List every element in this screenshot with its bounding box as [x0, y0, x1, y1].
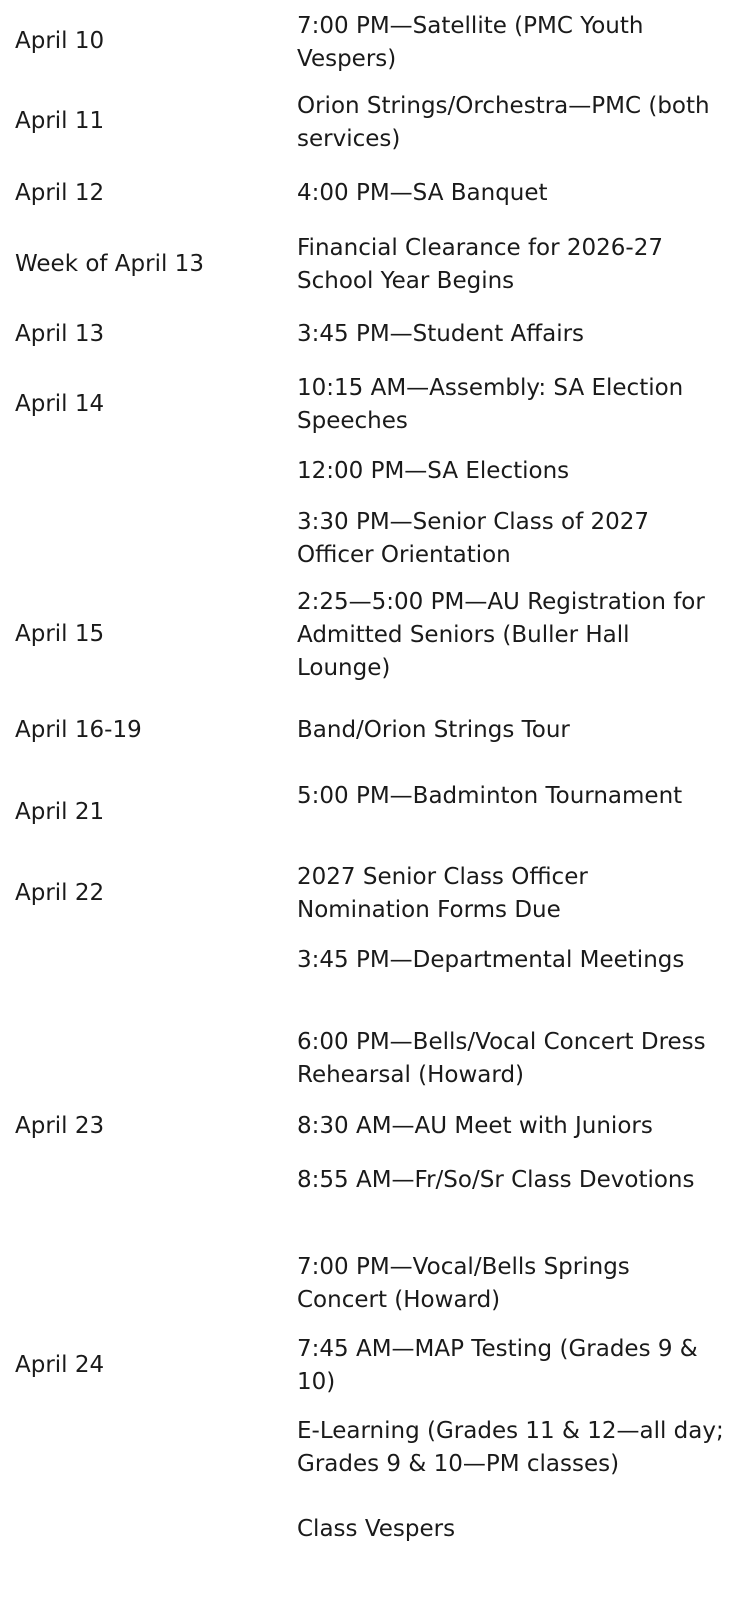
- event-date: April 12: [15, 180, 105, 206]
- event-description: 10:15 AM—Assembly: SA Election Speeches: [297, 375, 684, 434]
- event-description: 2027 Senior Class Officer Nomination Forms Due: [297, 864, 588, 923]
- event-date: April 11: [15, 108, 105, 134]
- event-description: 3:45 PM—Departmental Meetings: [297, 947, 685, 973]
- event-description: 12:00 PM—SA Elections: [297, 458, 570, 484]
- event-date: April 15: [15, 621, 105, 647]
- event-date: April 14: [15, 391, 105, 417]
- event-description: 8:55 AM—Fr/So/Sr Class Devotions: [297, 1167, 695, 1193]
- event-description: 7:00 PM—Vocal/Bells Springs Concert (Howard): [297, 1254, 630, 1313]
- event-description: E-Learning (Grades 11 & 12—all day; Grades 9 & 10—PM classes): [297, 1418, 724, 1477]
- event-description: 6:00 PM—Bells/Vocal Concert Dress Rehearsal (Howard): [297, 1029, 706, 1088]
- event-date: April 24: [15, 1352, 105, 1378]
- event-description: Band/Orion Strings Tour: [297, 717, 570, 743]
- event-description: 8:30 AM—AU Meet with Juniors: [297, 1113, 653, 1139]
- event-date: April 21: [15, 799, 105, 825]
- event-description: 2:25—5:00 PM—AU Registration for Admitted Seniors (Buller Hall Lounge): [297, 589, 705, 681]
- event-date: Week of April 13: [15, 251, 204, 277]
- event-description: Class Vespers: [297, 1516, 456, 1542]
- event-description: 7:00 PM—Satellite (PMC Youth Vespers): [297, 13, 644, 72]
- event-date: April 10: [15, 28, 105, 54]
- event-date: April 22: [15, 880, 105, 906]
- event-date: April 23: [15, 1113, 105, 1139]
- event-date: April 13: [15, 321, 105, 347]
- event-description: 7:45 AM—MAP Testing (Grades 9 & 10): [297, 1336, 698, 1395]
- event-date: April 16-19: [15, 717, 142, 743]
- event-description: Orion Strings/Orchestra—PMC (both services): [297, 93, 710, 152]
- event-description: 5:00 PM—Badminton Tournament: [297, 783, 683, 809]
- event-description: 4:00 PM—SA Banquet: [297, 180, 548, 206]
- event-description: 3:30 PM—Senior Class of 2027 Officer Orientation: [297, 509, 650, 568]
- event-description: 3:45 PM—Student Affairs: [297, 321, 585, 347]
- event-description: Financial Clearance for 2026-27 School Year Begins: [297, 235, 663, 294]
